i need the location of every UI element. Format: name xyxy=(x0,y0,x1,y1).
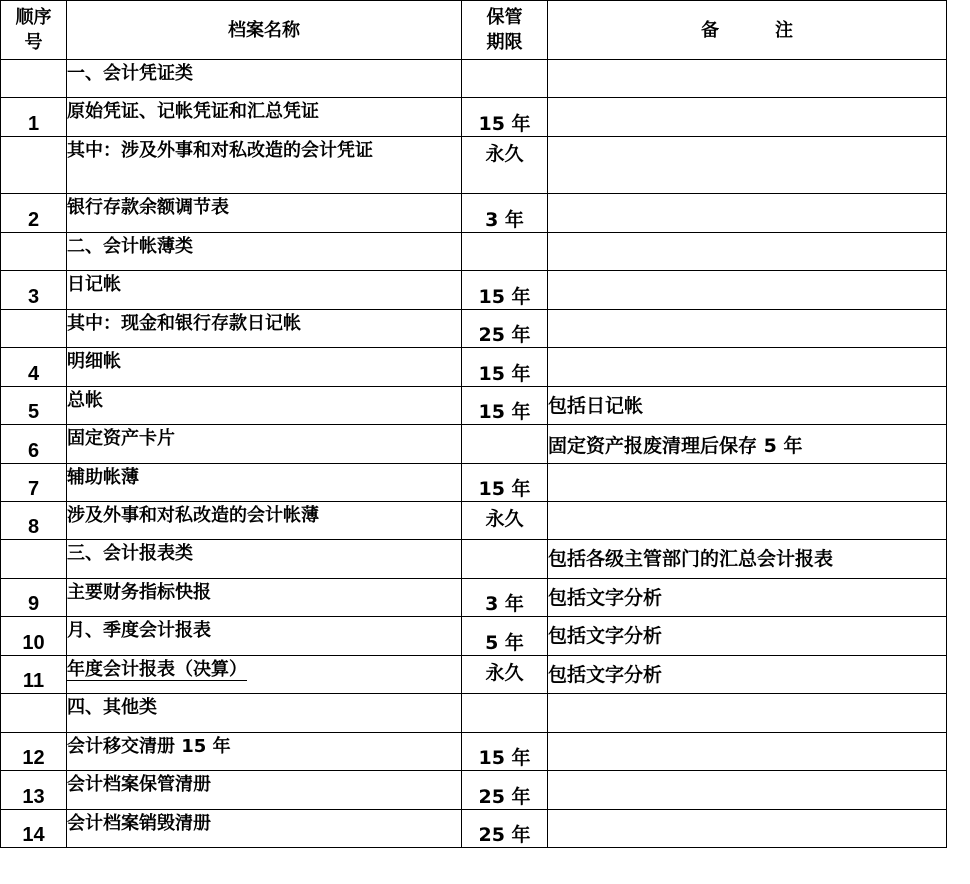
row-name xyxy=(67,656,462,694)
row-name: 四、其他类 xyxy=(67,694,462,733)
table-header-row xyxy=(1,1,947,60)
table-row xyxy=(1,733,947,771)
table-row xyxy=(1,98,947,137)
row-seq: 6 xyxy=(1,425,67,464)
row-period: 5 年 xyxy=(462,617,548,656)
row-period: 25 年 xyxy=(462,771,548,810)
row-period: 15 年 xyxy=(462,271,548,310)
table-row xyxy=(1,579,947,617)
row-name: 会计档案保管清册 xyxy=(67,771,462,810)
row-period xyxy=(462,694,548,733)
row-period xyxy=(462,425,548,464)
row-note xyxy=(548,733,947,771)
row-seq xyxy=(1,60,67,98)
row-name: 原始凭证、记帐凭证和汇总凭证 xyxy=(67,98,462,137)
row-name: 银行存款余额调节表 xyxy=(67,194,462,233)
row-note xyxy=(548,137,947,194)
row-name: 辅助帐薄 xyxy=(67,464,462,502)
row-name: 明细帐 xyxy=(67,348,462,387)
row-seq xyxy=(1,137,67,194)
table-row xyxy=(1,810,947,848)
row-note: 固定资产报废清理后保存 5 年 xyxy=(548,425,947,464)
table-row xyxy=(1,233,947,271)
header-period: 保管 期限 xyxy=(462,1,548,60)
row-note xyxy=(548,771,947,810)
table-row xyxy=(1,60,947,98)
table-row xyxy=(1,464,947,502)
row-name: 月、季度会计报表 xyxy=(67,617,462,656)
row-period: 15 年 xyxy=(462,464,548,502)
row-note xyxy=(548,348,947,387)
table-row xyxy=(1,694,947,733)
row-period: 25 年 xyxy=(462,810,548,848)
table-row xyxy=(1,656,947,694)
row-name: 一、会计凭证类 xyxy=(67,60,462,98)
row-seq: 2 xyxy=(1,194,67,233)
row-seq: 8 xyxy=(1,502,67,540)
row-period: 永久 xyxy=(462,137,548,194)
row-note: 包括各级主管部门的汇总会计报表 xyxy=(548,540,947,579)
row-name: 总帐 xyxy=(67,387,462,425)
row-note xyxy=(548,810,947,848)
table-row xyxy=(1,540,947,579)
row-period: 25 年 xyxy=(462,310,548,348)
row-seq: 10 xyxy=(1,617,67,656)
table-row xyxy=(1,194,947,233)
row-name: 二、会计帐薄类 xyxy=(67,233,462,271)
row-seq xyxy=(1,694,67,733)
row-note xyxy=(548,694,947,733)
row-period: 15 年 xyxy=(462,387,548,425)
header-note: 备 注 xyxy=(548,1,947,60)
row-seq: 7 xyxy=(1,464,67,502)
row-note xyxy=(548,502,947,540)
row-period: 永久 xyxy=(462,656,548,694)
row-seq: 1 xyxy=(1,98,67,137)
row-name: 主要财务指标快报 xyxy=(67,579,462,617)
row-name: 会计移交清册 15 年 xyxy=(67,733,462,771)
row-period: 15 年 xyxy=(462,98,548,137)
row-period: 15 年 xyxy=(462,348,548,387)
row-note xyxy=(548,60,947,98)
row-seq xyxy=(1,233,67,271)
row-note: 包括日记帐 xyxy=(548,387,947,425)
row-period: 15 年 xyxy=(462,733,548,771)
row-note xyxy=(548,310,947,348)
row-name: 三、会计报表类 xyxy=(67,540,462,579)
row-seq: 5 xyxy=(1,387,67,425)
row-note xyxy=(548,98,947,137)
table-row xyxy=(1,348,947,387)
table-row xyxy=(1,137,947,194)
table-row xyxy=(1,502,947,540)
row-note xyxy=(548,194,947,233)
row-seq: 3 xyxy=(1,271,67,310)
row-note: 包括文字分析 xyxy=(548,617,947,656)
row-seq: 14 xyxy=(1,810,67,848)
header-name: 档案名称 xyxy=(67,1,462,60)
row-seq: 9 xyxy=(1,579,67,617)
row-seq: 12 xyxy=(1,733,67,771)
row-name: 其中：现金和银行存款日记帐 xyxy=(67,310,462,348)
table-row xyxy=(1,271,947,310)
row-note: 包括文字分析 xyxy=(548,579,947,617)
row-name: 涉及外事和对私改造的会计帐薄 xyxy=(67,502,462,540)
row-name: 日记帐 xyxy=(67,271,462,310)
row-note xyxy=(548,271,947,310)
row-seq: 13 xyxy=(1,771,67,810)
row-seq: 11 xyxy=(1,656,67,694)
table-row xyxy=(1,771,947,810)
row-seq xyxy=(1,310,67,348)
row-seq: 4 xyxy=(1,348,67,387)
row-name: 固定资产卡片 xyxy=(67,425,462,464)
row-period: 3 年 xyxy=(462,194,548,233)
row-name: 会计档案销毁清册 xyxy=(67,810,462,848)
row-period: 3 年 xyxy=(462,579,548,617)
row-note: 包括文字分析 xyxy=(548,656,947,694)
row-period xyxy=(462,233,548,271)
table-row xyxy=(1,387,947,425)
row-name-text: 年度会计报表（决算） xyxy=(67,659,247,680)
row-period: 永久 xyxy=(462,502,548,540)
header-seq: 顺序 号 xyxy=(1,1,67,60)
table-row xyxy=(1,617,947,656)
row-period xyxy=(462,540,548,579)
row-note xyxy=(548,233,947,271)
row-period xyxy=(462,60,548,98)
row-name: 其中：涉及外事和对私改造的会计凭证 xyxy=(67,137,462,194)
table-row xyxy=(1,425,947,464)
row-note xyxy=(548,464,947,502)
table-row xyxy=(1,310,947,348)
row-seq xyxy=(1,540,67,579)
